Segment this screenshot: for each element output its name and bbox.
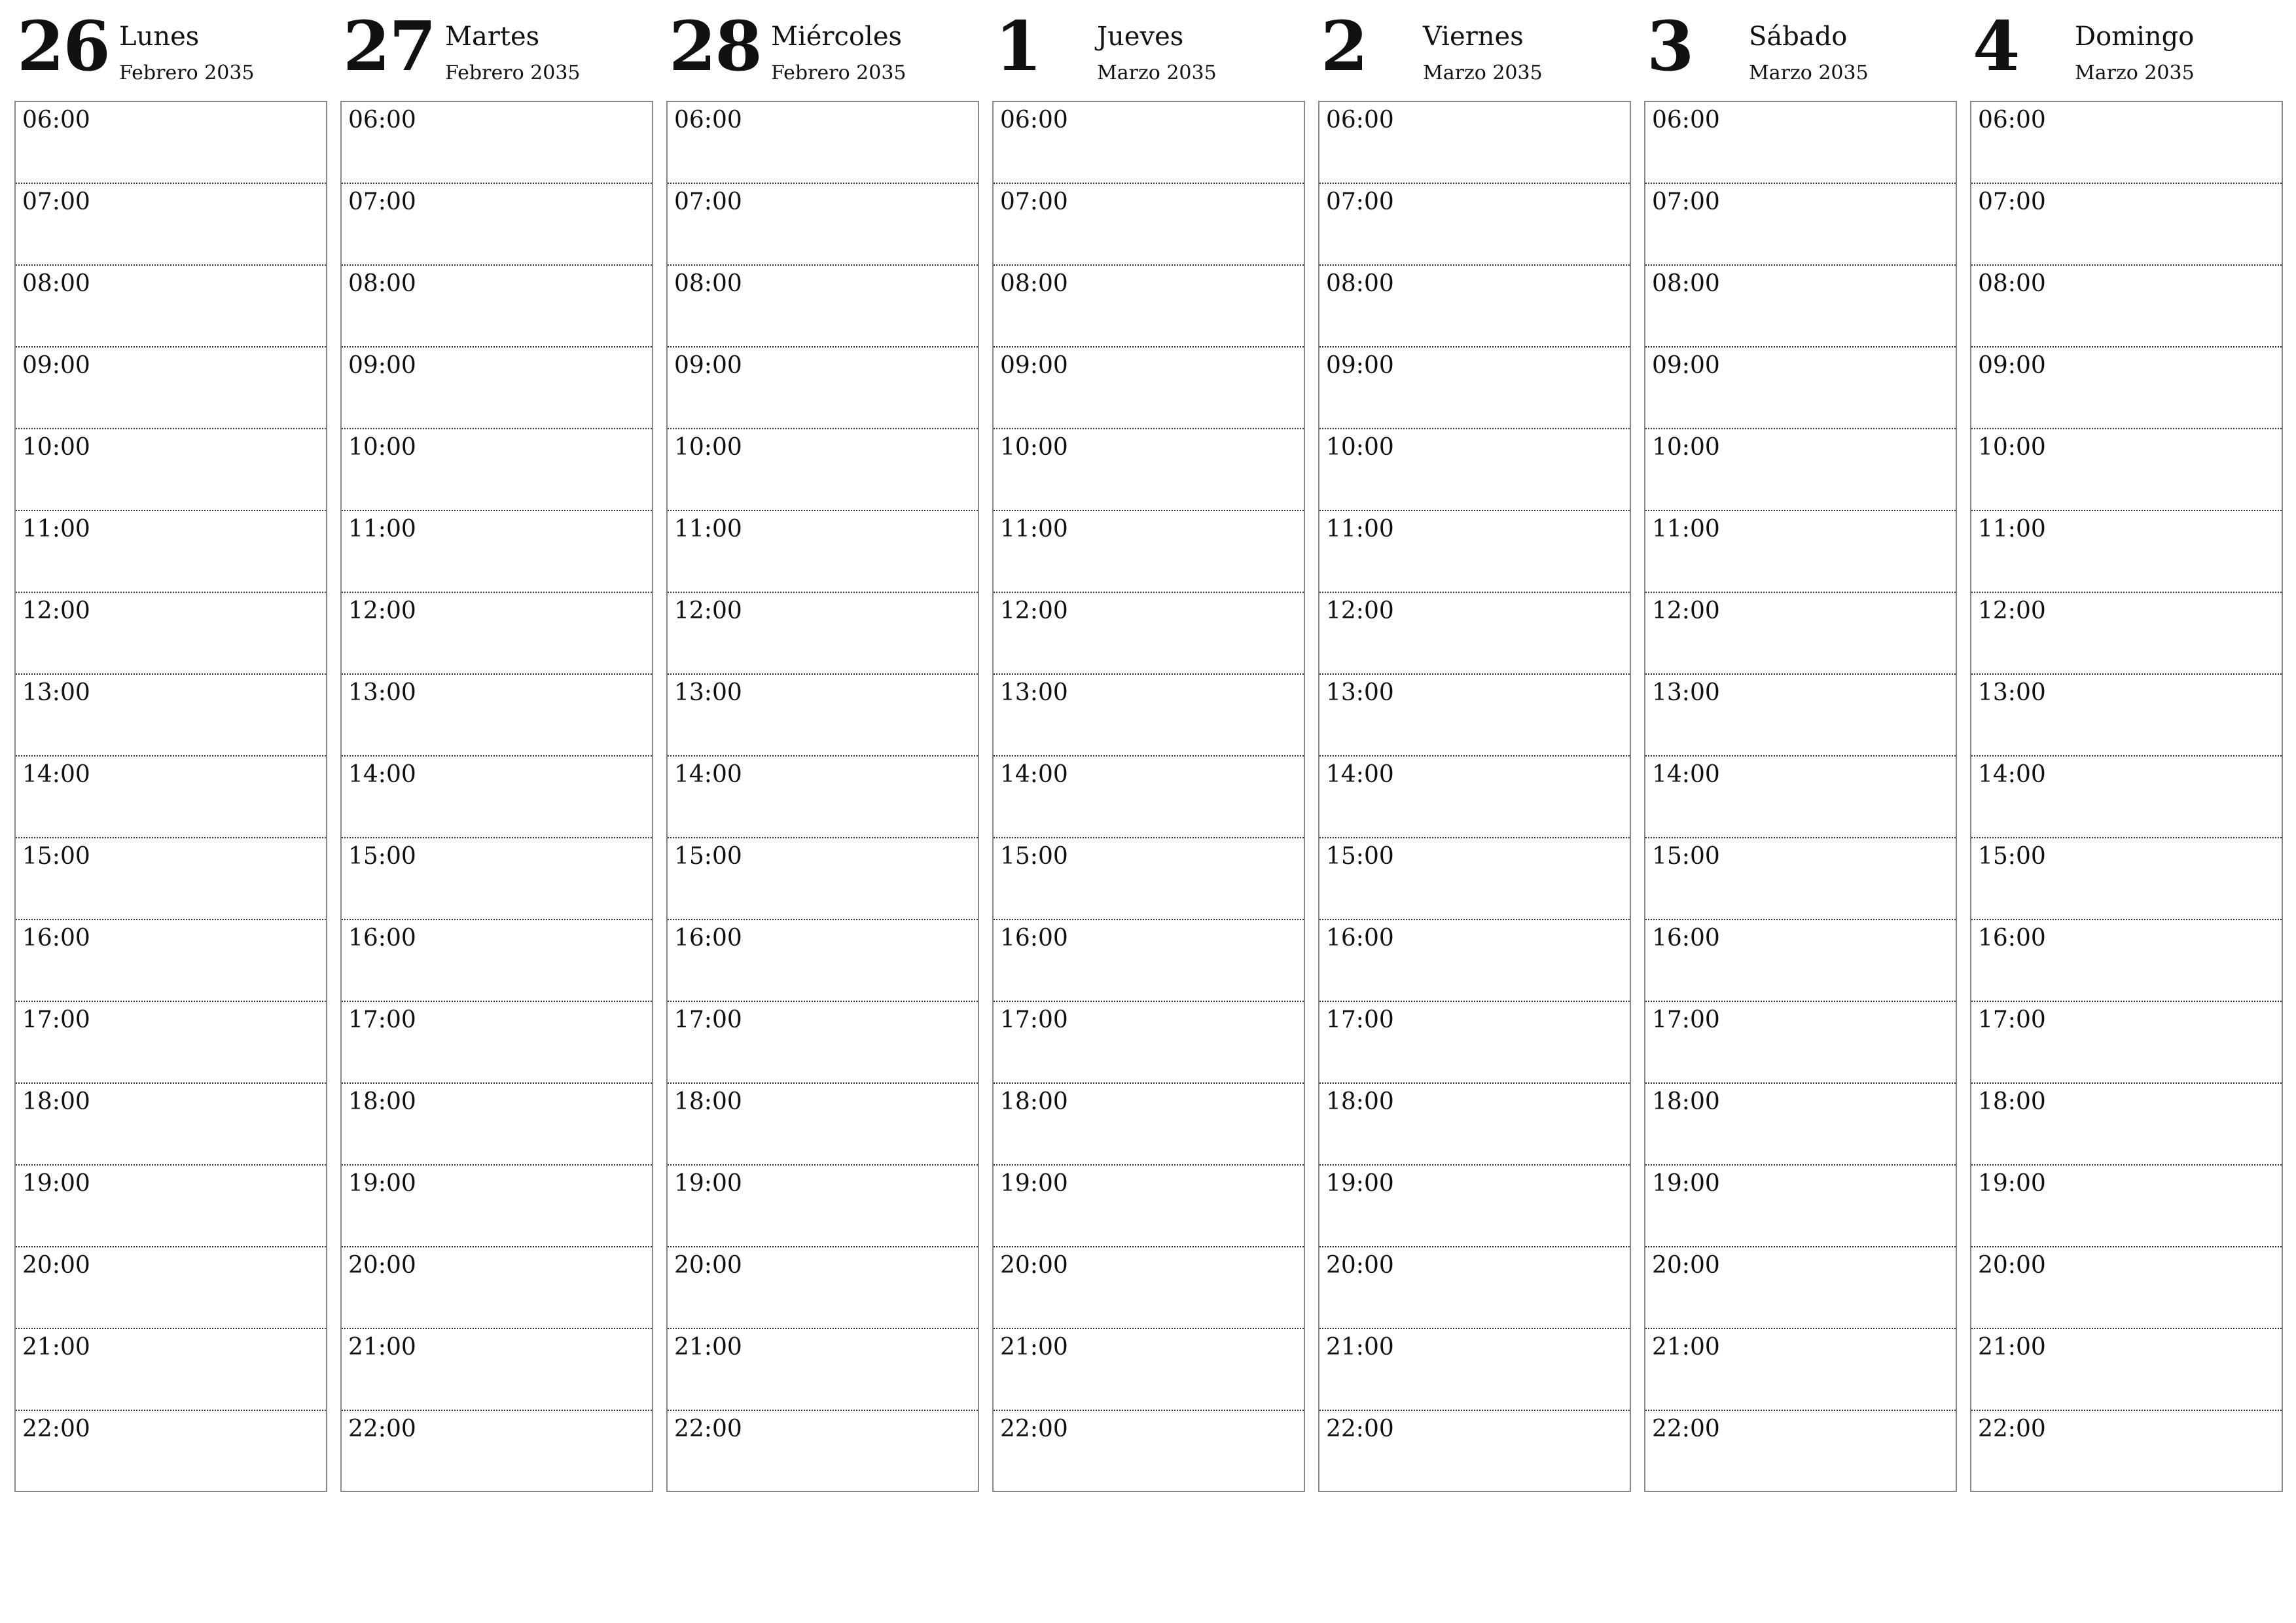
time-slot[interactable] bbox=[1319, 675, 1630, 757]
time-slot[interactable] bbox=[342, 429, 652, 511]
weekday-name: Miércoles bbox=[771, 22, 903, 52]
time-label: 08:00 bbox=[22, 270, 90, 297]
time-label: 12:00 bbox=[22, 597, 90, 624]
time-slot[interactable] bbox=[668, 266, 978, 348]
time-label: 18:00 bbox=[1326, 1088, 1394, 1115]
time-slot[interactable] bbox=[668, 1002, 978, 1084]
weekday-name: Lunes bbox=[119, 22, 200, 52]
time-slot[interactable] bbox=[1319, 593, 1630, 675]
time-label: 21:00 bbox=[1652, 1334, 1720, 1361]
day-number: 1 bbox=[995, 6, 1041, 86]
time-slot[interactable] bbox=[1971, 1084, 2282, 1166]
time-slot[interactable] bbox=[1645, 757, 1956, 838]
time-label: 06:00 bbox=[1978, 107, 2046, 134]
time-label: 20:00 bbox=[1326, 1252, 1394, 1279]
time-label: 12:00 bbox=[348, 597, 416, 624]
time-slot[interactable] bbox=[1971, 1247, 2282, 1329]
time-slot-box bbox=[340, 101, 653, 1492]
time-slot[interactable] bbox=[1971, 102, 2282, 184]
time-slot[interactable] bbox=[1971, 675, 2282, 757]
time-label: 14:00 bbox=[1326, 761, 1394, 788]
time-label: 08:00 bbox=[1978, 270, 2046, 297]
time-slot[interactable] bbox=[994, 1411, 1304, 1493]
time-label: 12:00 bbox=[1978, 597, 2046, 624]
time-label: 19:00 bbox=[674, 1170, 742, 1197]
time-slot[interactable] bbox=[1319, 184, 1630, 266]
time-label: 17:00 bbox=[674, 1007, 742, 1033]
time-label: 15:00 bbox=[1000, 843, 1068, 870]
time-slot[interactable] bbox=[342, 838, 652, 920]
time-label: 06:00 bbox=[1652, 107, 1720, 134]
day-number: 3 bbox=[1647, 6, 1693, 86]
time-label: 11:00 bbox=[1652, 516, 1720, 543]
time-label: 22:00 bbox=[1652, 1416, 1720, 1442]
time-slot[interactable] bbox=[16, 511, 326, 593]
time-label: 12:00 bbox=[1000, 597, 1068, 624]
time-label: 14:00 bbox=[1000, 761, 1068, 788]
time-slot[interactable] bbox=[1971, 511, 2282, 593]
time-slot[interactable] bbox=[342, 1166, 652, 1247]
time-slot[interactable] bbox=[1319, 266, 1630, 348]
time-slot[interactable] bbox=[994, 184, 1304, 266]
time-slot[interactable] bbox=[994, 1329, 1304, 1411]
time-slot[interactable] bbox=[342, 511, 652, 593]
time-slot[interactable] bbox=[1319, 1084, 1630, 1166]
time-slot[interactable] bbox=[668, 1329, 978, 1411]
time-slot[interactable] bbox=[668, 184, 978, 266]
time-slot[interactable] bbox=[1645, 1084, 1956, 1166]
time-slot[interactable] bbox=[1971, 757, 2282, 838]
month-year: Marzo 2035 bbox=[1423, 62, 1543, 84]
time-label: 12:00 bbox=[1652, 597, 1720, 624]
time-label: 21:00 bbox=[1000, 1334, 1068, 1361]
time-label: 09:00 bbox=[1978, 352, 2046, 379]
day-number: 2 bbox=[1321, 6, 1367, 86]
time-slot[interactable] bbox=[1645, 1411, 1956, 1493]
time-slot[interactable] bbox=[1645, 1329, 1956, 1411]
time-label: 08:00 bbox=[1000, 270, 1068, 297]
time-slot[interactable] bbox=[16, 102, 326, 184]
time-slot[interactable] bbox=[668, 429, 978, 511]
time-slot[interactable] bbox=[1319, 1329, 1630, 1411]
time-slot[interactable] bbox=[1319, 348, 1630, 429]
time-label: 16:00 bbox=[1326, 925, 1394, 952]
time-label: 09:00 bbox=[674, 352, 742, 379]
time-slot[interactable] bbox=[994, 838, 1304, 920]
time-slot[interactable] bbox=[1319, 838, 1630, 920]
day-number: 28 bbox=[669, 6, 761, 86]
time-slot-box bbox=[14, 101, 327, 1492]
time-label: 19:00 bbox=[22, 1170, 90, 1197]
time-label: 07:00 bbox=[1978, 188, 2046, 215]
time-slot[interactable] bbox=[994, 593, 1304, 675]
time-slot[interactable] bbox=[668, 1166, 978, 1247]
time-slot[interactable] bbox=[1971, 1166, 2282, 1247]
time-slot[interactable] bbox=[994, 920, 1304, 1002]
time-label: 18:00 bbox=[22, 1088, 90, 1115]
time-slot[interactable] bbox=[16, 1247, 326, 1329]
time-label: 19:00 bbox=[1326, 1170, 1394, 1197]
time-slot[interactable] bbox=[1971, 593, 2282, 675]
time-slot[interactable] bbox=[1319, 920, 1630, 1002]
time-slot[interactable] bbox=[1645, 1166, 1956, 1247]
time-slot[interactable] bbox=[994, 1166, 1304, 1247]
time-label: 22:00 bbox=[1000, 1416, 1068, 1442]
day-column bbox=[1970, 0, 2283, 1505]
weekly-planner bbox=[14, 0, 2283, 1505]
time-slot[interactable] bbox=[1645, 348, 1956, 429]
time-label: 10:00 bbox=[348, 434, 416, 461]
time-slot[interactable] bbox=[16, 348, 326, 429]
time-label: 06:00 bbox=[674, 107, 742, 134]
time-label: 17:00 bbox=[1326, 1007, 1394, 1033]
time-slot[interactable] bbox=[1645, 184, 1956, 266]
day-column bbox=[340, 0, 653, 1505]
time-label: 09:00 bbox=[22, 352, 90, 379]
time-slot[interactable] bbox=[668, 1411, 978, 1493]
time-label: 20:00 bbox=[1652, 1252, 1720, 1279]
time-slot[interactable] bbox=[1319, 102, 1630, 184]
time-label: 18:00 bbox=[1652, 1088, 1720, 1115]
time-slot[interactable] bbox=[994, 102, 1304, 184]
time-label: 16:00 bbox=[22, 925, 90, 952]
weekday-name: Viernes bbox=[1423, 22, 1524, 52]
time-slot[interactable] bbox=[1971, 920, 2282, 1002]
time-slot[interactable] bbox=[1645, 429, 1956, 511]
time-label: 15:00 bbox=[1326, 843, 1394, 870]
time-slot[interactable] bbox=[1319, 1411, 1630, 1493]
time-slot[interactable] bbox=[994, 511, 1304, 593]
time-label: 07:00 bbox=[348, 188, 416, 215]
time-slot[interactable] bbox=[1645, 838, 1956, 920]
time-label: 21:00 bbox=[22, 1334, 90, 1361]
month-year: Febrero 2035 bbox=[119, 62, 255, 84]
time-slot[interactable] bbox=[342, 102, 652, 184]
weekday-name: Jueves bbox=[1097, 22, 1184, 52]
time-slot[interactable] bbox=[994, 429, 1304, 511]
time-label: 10:00 bbox=[674, 434, 742, 461]
day-number: 26 bbox=[17, 6, 109, 86]
time-label: 06:00 bbox=[1000, 107, 1068, 134]
time-slot[interactable] bbox=[16, 266, 326, 348]
time-label: 21:00 bbox=[1978, 1334, 2046, 1361]
time-slot[interactable] bbox=[994, 1247, 1304, 1329]
time-slot[interactable] bbox=[1645, 675, 1956, 757]
day-header bbox=[992, 0, 1305, 101]
time-label: 21:00 bbox=[348, 1334, 416, 1361]
time-slot[interactable] bbox=[994, 266, 1304, 348]
weekday-name: Martes bbox=[445, 22, 540, 52]
time-slot[interactable] bbox=[342, 593, 652, 675]
time-label: 16:00 bbox=[1652, 925, 1720, 952]
time-label: 21:00 bbox=[1326, 1334, 1394, 1361]
time-label: 16:00 bbox=[674, 925, 742, 952]
month-year: Marzo 2035 bbox=[2075, 62, 2195, 84]
time-slot[interactable] bbox=[16, 593, 326, 675]
month-year: Febrero 2035 bbox=[445, 62, 581, 84]
time-slot[interactable] bbox=[1971, 1329, 2282, 1411]
day-column bbox=[14, 0, 327, 1505]
time-label: 16:00 bbox=[1978, 925, 2046, 952]
time-label: 14:00 bbox=[348, 761, 416, 788]
month-year: Marzo 2035 bbox=[1097, 62, 1217, 84]
time-label: 15:00 bbox=[348, 843, 416, 870]
time-label: 06:00 bbox=[22, 107, 90, 134]
time-label: 09:00 bbox=[1652, 352, 1720, 379]
time-slot[interactable] bbox=[16, 757, 326, 838]
time-slot[interactable] bbox=[16, 429, 326, 511]
time-slot[interactable] bbox=[342, 1002, 652, 1084]
time-label: 16:00 bbox=[1000, 925, 1068, 952]
time-slot[interactable] bbox=[1319, 1002, 1630, 1084]
time-label: 12:00 bbox=[674, 597, 742, 624]
time-slot[interactable] bbox=[1645, 920, 1956, 1002]
time-label: 14:00 bbox=[674, 761, 742, 788]
weekday-name: Domingo bbox=[2075, 22, 2195, 52]
time-slot[interactable] bbox=[668, 348, 978, 429]
time-label: 11:00 bbox=[348, 516, 416, 543]
time-slot[interactable] bbox=[1971, 838, 2282, 920]
time-label: 08:00 bbox=[674, 270, 742, 297]
time-slot[interactable] bbox=[1645, 593, 1956, 675]
time-slot[interactable] bbox=[994, 348, 1304, 429]
time-slot[interactable] bbox=[16, 920, 326, 1002]
time-slot[interactable] bbox=[668, 757, 978, 838]
time-label: 17:00 bbox=[348, 1007, 416, 1033]
time-slot[interactable] bbox=[342, 266, 652, 348]
time-slot[interactable] bbox=[1971, 266, 2282, 348]
time-slot[interactable] bbox=[16, 838, 326, 920]
day-column bbox=[1318, 0, 1631, 1505]
time-label: 14:00 bbox=[1652, 761, 1720, 788]
day-column bbox=[1644, 0, 1957, 1505]
time-slot[interactable] bbox=[668, 511, 978, 593]
time-label: 22:00 bbox=[1978, 1416, 2046, 1442]
month-year: Marzo 2035 bbox=[1749, 62, 1869, 84]
time-slot[interactable] bbox=[994, 1084, 1304, 1166]
time-label: 07:00 bbox=[1326, 188, 1394, 215]
time-slot-box bbox=[666, 101, 979, 1492]
time-label: 18:00 bbox=[348, 1088, 416, 1115]
time-slot[interactable] bbox=[16, 184, 326, 266]
time-label: 11:00 bbox=[1326, 516, 1394, 543]
time-label: 11:00 bbox=[22, 516, 90, 543]
time-label: 20:00 bbox=[348, 1252, 416, 1279]
day-header bbox=[666, 0, 979, 101]
time-label: 09:00 bbox=[348, 352, 416, 379]
time-label: 19:00 bbox=[348, 1170, 416, 1197]
time-label: 20:00 bbox=[1000, 1252, 1068, 1279]
time-slot[interactable] bbox=[1319, 1166, 1630, 1247]
time-slot[interactable] bbox=[342, 348, 652, 429]
weekday-name: Sábado bbox=[1749, 22, 1848, 52]
time-slot[interactable] bbox=[668, 102, 978, 184]
time-label: 22:00 bbox=[674, 1416, 742, 1442]
time-slot[interactable] bbox=[1319, 429, 1630, 511]
time-slot[interactable] bbox=[1971, 348, 2282, 429]
time-label: 09:00 bbox=[1326, 352, 1394, 379]
time-slot[interactable] bbox=[1645, 1247, 1956, 1329]
time-slot[interactable] bbox=[16, 1411, 326, 1493]
time-slot[interactable] bbox=[1645, 1002, 1956, 1084]
time-label: 13:00 bbox=[1652, 679, 1720, 706]
time-label: 15:00 bbox=[1978, 843, 2046, 870]
time-slot[interactable] bbox=[1645, 511, 1956, 593]
time-slot[interactable] bbox=[1319, 1247, 1630, 1329]
time-label: 10:00 bbox=[1978, 434, 2046, 461]
time-label: 09:00 bbox=[1000, 352, 1068, 379]
time-label: 17:00 bbox=[1652, 1007, 1720, 1033]
month-year: Febrero 2035 bbox=[771, 62, 906, 84]
time-slot[interactable] bbox=[1971, 184, 2282, 266]
time-slot[interactable] bbox=[1319, 511, 1630, 593]
time-slot[interactable] bbox=[668, 675, 978, 757]
time-slot[interactable] bbox=[668, 1247, 978, 1329]
time-label: 14:00 bbox=[1978, 761, 2046, 788]
time-slot[interactable] bbox=[342, 920, 652, 1002]
time-label: 13:00 bbox=[348, 679, 416, 706]
day-number: 4 bbox=[1973, 6, 2019, 86]
time-label: 15:00 bbox=[22, 843, 90, 870]
time-slot[interactable] bbox=[16, 1166, 326, 1247]
time-label: 20:00 bbox=[1978, 1252, 2046, 1279]
time-slot[interactable] bbox=[1971, 429, 2282, 511]
time-label: 13:00 bbox=[1978, 679, 2046, 706]
time-slot[interactable] bbox=[1971, 1411, 2282, 1493]
time-slot[interactable] bbox=[16, 1002, 326, 1084]
day-column bbox=[666, 0, 979, 1505]
time-label: 13:00 bbox=[674, 679, 742, 706]
time-label: 08:00 bbox=[1652, 270, 1720, 297]
time-slot[interactable] bbox=[1319, 757, 1630, 838]
day-header bbox=[1970, 0, 2283, 101]
time-slot[interactable] bbox=[994, 757, 1304, 838]
time-slot[interactable] bbox=[668, 593, 978, 675]
time-label: 13:00 bbox=[22, 679, 90, 706]
time-slot[interactable] bbox=[342, 1084, 652, 1166]
time-slot[interactable] bbox=[342, 675, 652, 757]
time-slot[interactable] bbox=[668, 838, 978, 920]
time-label: 06:00 bbox=[1326, 107, 1394, 134]
time-label: 11:00 bbox=[1000, 516, 1068, 543]
time-slot[interactable] bbox=[342, 1329, 652, 1411]
time-label: 15:00 bbox=[1652, 843, 1720, 870]
time-label: 10:00 bbox=[1000, 434, 1068, 461]
time-slot[interactable] bbox=[342, 1247, 652, 1329]
time-slot-box bbox=[1644, 101, 1957, 1492]
time-label: 19:00 bbox=[1978, 1170, 2046, 1197]
time-label: 20:00 bbox=[22, 1252, 90, 1279]
time-label: 08:00 bbox=[1326, 270, 1394, 297]
day-header bbox=[1644, 0, 1957, 101]
time-label: 10:00 bbox=[22, 434, 90, 461]
time-label: 06:00 bbox=[348, 107, 416, 134]
time-label: 12:00 bbox=[1326, 597, 1394, 624]
time-label: 14:00 bbox=[22, 761, 90, 788]
time-slot[interactable] bbox=[1645, 266, 1956, 348]
day-header bbox=[340, 0, 653, 101]
time-label: 07:00 bbox=[674, 188, 742, 215]
time-slot[interactable] bbox=[994, 675, 1304, 757]
time-label: 22:00 bbox=[348, 1416, 416, 1442]
time-label: 10:00 bbox=[1326, 434, 1394, 461]
time-label: 13:00 bbox=[1000, 679, 1068, 706]
time-slot[interactable] bbox=[16, 1084, 326, 1166]
time-label: 22:00 bbox=[22, 1416, 90, 1442]
time-label: 17:00 bbox=[1000, 1007, 1068, 1033]
time-slot-box bbox=[992, 101, 1305, 1492]
time-label: 07:00 bbox=[22, 188, 90, 215]
time-label: 22:00 bbox=[1326, 1416, 1394, 1442]
time-label: 13:00 bbox=[1326, 679, 1394, 706]
day-header bbox=[1318, 0, 1631, 101]
time-label: 18:00 bbox=[674, 1088, 742, 1115]
time-slot[interactable] bbox=[16, 1329, 326, 1411]
time-slot[interactable] bbox=[668, 920, 978, 1002]
day-number: 27 bbox=[343, 6, 435, 86]
time-label: 18:00 bbox=[1000, 1088, 1068, 1115]
time-slot[interactable] bbox=[342, 1411, 652, 1493]
time-slot-box bbox=[1318, 101, 1631, 1492]
time-label: 07:00 bbox=[1652, 188, 1720, 215]
day-header bbox=[14, 0, 327, 101]
time-label: 16:00 bbox=[348, 925, 416, 952]
time-slot[interactable] bbox=[342, 757, 652, 838]
time-slot[interactable] bbox=[994, 1002, 1304, 1084]
time-label: 19:00 bbox=[1000, 1170, 1068, 1197]
time-slot[interactable] bbox=[16, 675, 326, 757]
time-label: 07:00 bbox=[1000, 188, 1068, 215]
time-label: 19:00 bbox=[1652, 1170, 1720, 1197]
time-slot[interactable] bbox=[668, 1084, 978, 1166]
time-label: 11:00 bbox=[674, 516, 742, 543]
time-label: 10:00 bbox=[1652, 434, 1720, 461]
time-label: 18:00 bbox=[1978, 1088, 2046, 1115]
time-label: 21:00 bbox=[674, 1334, 742, 1361]
time-label: 17:00 bbox=[22, 1007, 90, 1033]
time-label: 15:00 bbox=[674, 843, 742, 870]
time-slot[interactable] bbox=[342, 184, 652, 266]
time-label: 20:00 bbox=[674, 1252, 742, 1279]
time-label: 17:00 bbox=[1978, 1007, 2046, 1033]
time-slot[interactable] bbox=[1971, 1002, 2282, 1084]
time-label: 08:00 bbox=[348, 270, 416, 297]
day-column bbox=[992, 0, 1305, 1505]
time-slot-box bbox=[1970, 101, 2283, 1492]
time-slot[interactable] bbox=[1645, 102, 1956, 184]
time-label: 11:00 bbox=[1978, 516, 2046, 543]
